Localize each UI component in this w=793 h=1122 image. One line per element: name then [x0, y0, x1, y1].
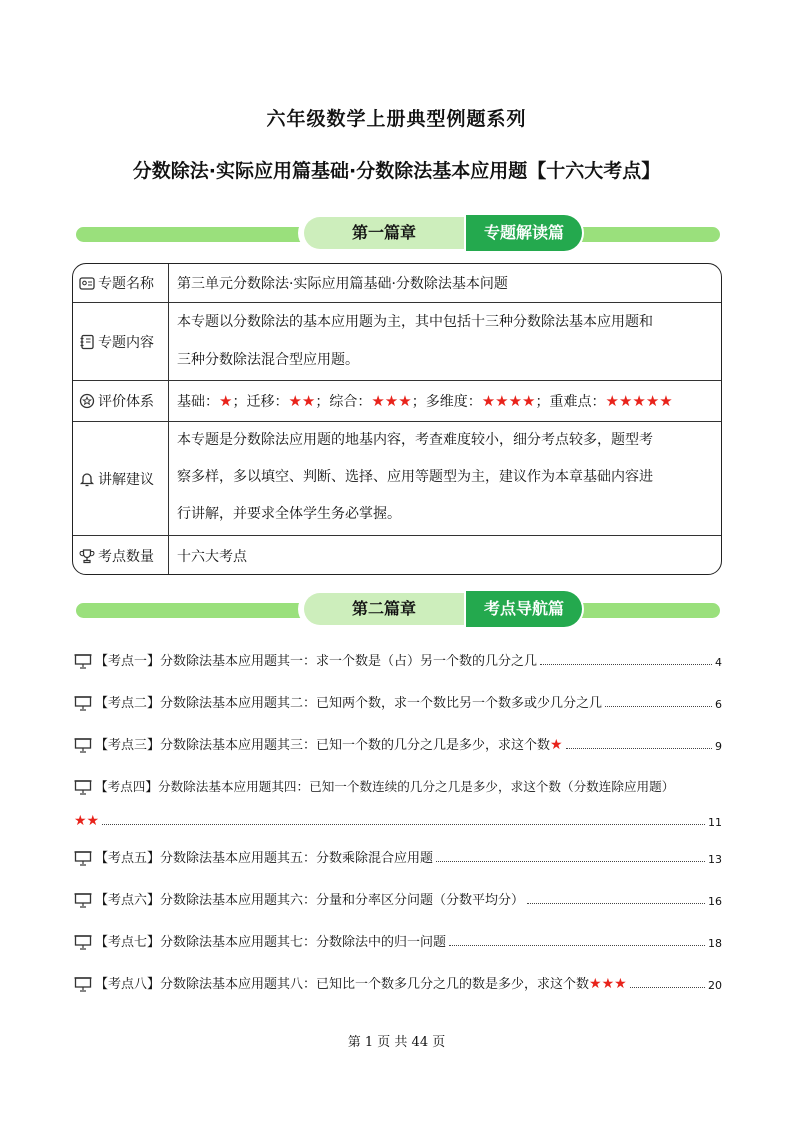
eval-separator: ； [232, 394, 247, 410]
star-badge-icon [79, 393, 95, 409]
eval-multidimension-label: 多维度： [425, 394, 482, 410]
toc-leader-dots [540, 663, 712, 665]
toc-entry-text: 【考点五】分数除法基本应用题其五：分数乘除混合应用题 [95, 851, 434, 866]
point-count-label: 考点数量 [98, 549, 154, 565]
id-card-icon [79, 275, 95, 291]
toc-entry[interactable] [74, 890, 722, 908]
eval-transfer-stars: ★★ [288, 392, 316, 410]
topic-content-label: 专题内容 [98, 334, 154, 351]
toc-leader-dots [630, 986, 705, 988]
page-footer: 第 1 页 共 44 页 [347, 1035, 446, 1050]
toc-page-number: 6 [715, 698, 722, 711]
eval-comprehensive-stars: ★★★ [371, 392, 412, 410]
chapter-1-title: 专题解读篇 [483, 223, 564, 242]
document-subtitle: 分数除法·实际应用篇基础·分数除法基本应用题【十六大考点】 [132, 160, 661, 182]
toc-entry[interactable] [74, 848, 722, 866]
advice-line: 本专题是分数除法应用题的地基内容，考查难度较小，细分考点较多，题型考 [177, 432, 653, 448]
toc-entry-text: 【考点七】分数除法基本应用题其七：分数除法中的归一问题 [95, 935, 447, 950]
eval-separator: ； [315, 394, 330, 410]
toc-page-number: 11 [708, 816, 722, 829]
presentation-board-icon [74, 934, 92, 950]
topic-content-line: 三种分数除法混合型应用题。 [177, 352, 359, 368]
toc-entry[interactable] [74, 651, 722, 669]
toc-entry-text: 【考点四】分数除法基本应用题其四：已知一个数连续的几分之几是多少，求这个数（分数连除应用题） [95, 779, 675, 794]
presentation-board-icon [74, 976, 92, 992]
presentation-board-icon [74, 892, 92, 908]
toc-entry[interactable] [74, 693, 722, 711]
toc-page-number: 13 [708, 853, 722, 866]
eval-key-difficult-stars: ★★★★★ [605, 392, 673, 410]
toc-leader-dots [605, 705, 712, 707]
toc-page-number: 4 [715, 656, 722, 669]
toc-entry[interactable] [74, 974, 722, 992]
topic-info-table [72, 263, 722, 575]
toc-entry-text: 【考点三】分数除法基本应用题其三：已知一个数的几分之几是多少，求这个数 [95, 738, 551, 753]
eval-separator: ； [535, 394, 550, 410]
toc-entry-stars: ★ [550, 737, 563, 753]
eval-basic-label: 基础： [177, 394, 219, 410]
trophy-icon [79, 548, 95, 564]
eval-multidimension-stars: ★★★★ [481, 392, 536, 410]
evaluation-label: 评价体系 [98, 394, 154, 410]
toc-entry[interactable] [74, 735, 722, 753]
row-evaluation [73, 381, 721, 422]
chapter-1-banner [76, 213, 720, 253]
topic-content-line: 本专题以分数除法的基本应用题为主，其中包括十三种分数除法基本应用题和 [177, 314, 653, 330]
toc-entry-stars: ★★ [74, 813, 100, 829]
document-title: 六年级数学上册典型例题系列 [266, 108, 527, 130]
eval-transfer-label: 迁移： [246, 394, 289, 410]
toc-leader-dots [527, 902, 705, 904]
toc-page-number: 9 [715, 740, 722, 753]
advice-line: 行讲解，并要求全体学生务必掌握。 [177, 506, 401, 522]
bell-icon [79, 471, 95, 487]
topic-name-value: 第三单元分数除法·实际应用篇基础·分数除法基本问题 [177, 276, 508, 292]
toc-entry-text: 【考点六】分数除法基本应用题其六：分量和分率区分问题（分数平均分） [95, 893, 525, 908]
eval-separator: ； [411, 394, 426, 410]
eval-comprehensive-label: 综合： [329, 394, 372, 410]
chapter-2-title: 考点导航篇 [483, 599, 564, 618]
presentation-board-icon [74, 695, 92, 711]
advice-line: 察多样，多以填空、判断、选择、应用等题型为主，建议作为本章基础内容进 [177, 469, 653, 485]
eval-key-difficult-label: 重难点： [549, 394, 606, 410]
row-topic-name [73, 264, 721, 303]
row-point-count [73, 536, 721, 575]
toc-leader-dots [449, 944, 705, 946]
topic-content-value [177, 303, 713, 380]
presentation-board-icon [74, 779, 92, 795]
toc-leader-dots [566, 747, 712, 749]
row-topic-content [73, 303, 721, 381]
toc-entry[interactable] [74, 777, 722, 795]
evaluation-value [177, 381, 713, 421]
teaching-advice-label: 讲解建议 [98, 471, 154, 488]
chapter-2-number: 第二篇章 [351, 599, 416, 618]
toc-leader-dots [436, 860, 705, 862]
toc-page-number: 20 [708, 979, 722, 992]
toc-entry[interactable] [74, 932, 722, 950]
toc-leader-dots [102, 823, 705, 825]
toc-entry-text: 【考点二】分数除法基本应用题其二：已知两个数，求一个数比另一个数多或少几分之几 [95, 696, 603, 711]
eval-basic-stars: ★ [219, 392, 233, 410]
presentation-board-icon [74, 850, 92, 866]
presentation-board-icon [74, 737, 92, 753]
toc-entry-continuation[interactable] [74, 811, 722, 829]
toc-page-number: 18 [708, 937, 722, 950]
toc-entry-text: 【考点一】分数除法基本应用题其一：求一个数是（占）另一个数的几分之几 [95, 654, 538, 669]
toc-page-number: 16 [708, 895, 722, 908]
row-teaching-advice [73, 422, 721, 536]
teaching-advice-value [177, 422, 713, 535]
chapter-1-number: 第一篇章 [351, 223, 416, 242]
toc-entry-stars: ★★★ [589, 976, 627, 992]
chapter-2-banner [76, 589, 720, 629]
point-count-value: 十六大考点 [177, 549, 247, 565]
notebook-icon [79, 334, 95, 350]
toc-entry-text: 【考点八】分数除法基本应用题其八：已知比一个数多几分之几的数是多少，求这个数 [95, 977, 590, 992]
presentation-board-icon [74, 653, 92, 669]
topic-name-label: 专题名称 [98, 276, 154, 292]
